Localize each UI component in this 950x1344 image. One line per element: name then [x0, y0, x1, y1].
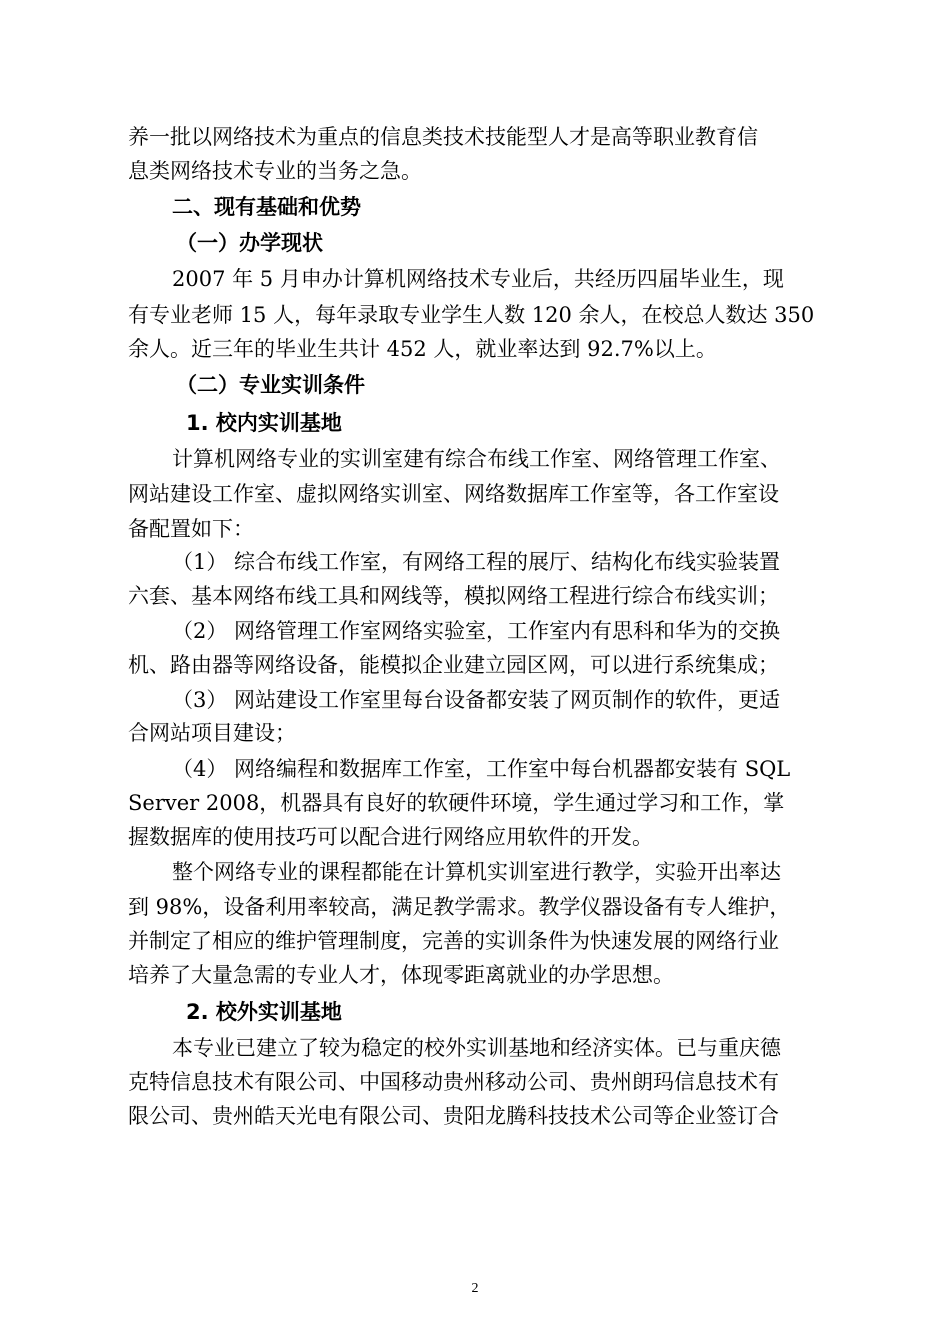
page-number: 2	[471, 1281, 479, 1296]
paragraph-line: 培养了大量急需的专业人才，体现零距离就业的办学思想。	[128, 963, 674, 987]
section-heading: 二、现有基础和优势	[172, 195, 361, 219]
list-item-line: （1） 综合布线工作室，有网络工程的展厅、结构化布线实验装置	[172, 550, 781, 574]
list-item-line: 握数据库的使用技巧可以配合进行网络应用软件的开发。	[128, 825, 653, 849]
subsection-heading: （二）专业实训条件	[176, 373, 365, 397]
list-item-line: 合网站项目建设；	[128, 721, 296, 745]
list-item-line: （2） 网络管理工作室网络实验室，工作室内有思科和华为的交换	[172, 619, 781, 643]
paragraph-line: 2007 年 5 月申办计算机网络技术专业后，共经历四届毕业生，现	[172, 267, 784, 291]
paragraph-line: 备配置如下：	[128, 517, 254, 541]
paragraph-line: 限公司、贵州皓天光电有限公司、贵阳龙腾科技技术公司等企业签订合	[128, 1104, 779, 1128]
paragraph-line: 整个网络专业的课程都能在计算机实训室进行教学，实验开出率达	[172, 860, 781, 884]
list-item-line: 机、路由器等网络设备，能模拟企业建立园区网，可以进行系统集成；	[128, 653, 779, 677]
paragraph-line: 有专业老师 15 人，每年录取专业学生人数 120 余人，在校总人数达 350	[128, 303, 815, 327]
paragraph-line: 并制定了相应的维护管理制度，完善的实训条件为快速发展的网络行业	[128, 929, 779, 953]
paragraph-line: 计算机网络专业的实训室建有综合布线工作室、网络管理工作室、	[172, 447, 781, 471]
paragraph-line: 养一批以网络技术为重点的信息类技术技能型人才是高等职业教育信	[128, 125, 758, 149]
subsection-heading: 1. 校内实训基地	[186, 411, 342, 435]
paragraph-line: 余人。近三年的毕业生共计 452 人，就业率达到 92.7%以上。	[128, 337, 717, 361]
paragraph-line: 网站建设工作室、虚拟网络实训室、网络数据库工作室等，各工作室设	[128, 482, 779, 506]
paragraph-line: 息类网络技术专业的当务之急。	[128, 159, 422, 183]
subsection-heading: （一）办学现状	[176, 231, 323, 255]
paragraph-line: 本专业已建立了较为稳定的校外实训基地和经济实体。已与重庆德	[172, 1036, 781, 1060]
paragraph-line: 克特信息技术有限公司、中国移动贵州移动公司、贵州朗玛信息技术有	[128, 1070, 779, 1094]
list-item-line: （3） 网站建设工作室里每台设备都安装了网页制作的软件，更适	[172, 688, 781, 712]
subsection-heading: 2. 校外实训基地	[186, 1000, 342, 1024]
list-item-line: Server 2008，机器具有良好的软硬件环境，学生通过学习和工作，掌	[128, 791, 785, 815]
list-item-line: 六套、基本网络布线工具和网线等，模拟网络工程进行综合布线实训；	[128, 584, 779, 608]
paragraph-line: 到 98%，设备利用率较高，满足教学需求。教学仪器设备有专人维护，	[128, 895, 791, 919]
list-item-line: （4） 网络编程和数据库工作室，工作室中每台机器都安装有 SQL	[172, 757, 791, 781]
